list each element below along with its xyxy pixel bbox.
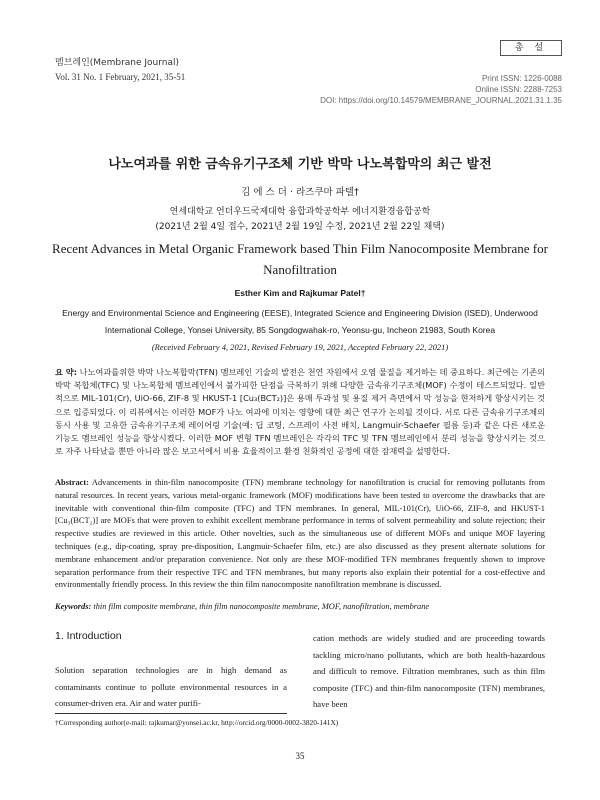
footnote: †Corresponding author(e-mail: rajkumar@yonsei.ac.kr, http://orcid.org/0000-0002-3820-141X) (55, 718, 339, 727)
korean-affiliation: 연세대학교 언더우드국제대학 융합과학공학부 에너지환경융합공학 (169, 207, 431, 217)
section-heading-introduction: 1. Introduction (55, 630, 122, 642)
doi-link[interactable]: DOI: https://doi.org/10.14579/MEMBRANE_JOURNAL.2021.31.1.35 (320, 96, 562, 105)
keywords (55, 602, 545, 611)
keywords-text: thin film composite membrane, thin film nanocomposite membrane, MOF, nanofiltration, membrane (93, 602, 430, 611)
category-badge: 총 설 (500, 40, 562, 56)
english-abstract-text: Advancements in thin-film nanocomposite (TFN) membrane technology for nanofiltration is crucial for removing pollutants from natural resources. In recent years, various metal-organic framework (MOF) modifications have been tested to overcome the drawbacks that are inevitable with conventional thin-film composite (TFC) and TFN membranes. In general, MIL-101(Cr), UiO-66, ZIF-8, and HKUST-1 [Cu₃(BCT₂)] are MOFs that were proven to exhibit excellent membrane performance in terms of solvent permeability and solute rejection; their respective studies are reviewed in this article. Other novelties, such as the simultaneous use of different MOFs and unique MOF layering techniques (e.g., dip-coating, spray pre-disposition, Langmuir-Schaefer film, etc.) are also discussed as they present alternate solutions for membrane enhancement and/or preparation convenience. Not only are these MOF-modified TFN membranes frequently shown to improve separation performance from their respective TFC and TFN membranes, but many reports also explain their potential for a cost-effective and environmentally friendly process. In this review the thin film nanocomposite nanofiltration membrane is discussed. (55, 478, 545, 590)
korean-abstract-text: 나노여과를위한 박막 나노복합막(TFN) 멤브레인 기술의 발전은 천연 자원에서 오염 물질을 제거하는 데 중요하다. 최근에는 기존의 박막 복합체(TFC) 및 나노복합체 멤브레인에서 불가피한 단점을 극복하기 위해 다양한 금속유기구조체(MOF) 수정이 테스트되었다. 일반적으로 MIL-101(Cr), UiO-66, ZIF-8 및 HKUST-1 [Cu₃(BCT₂)]은 용매 투과성 및 용질 제거 측면에서 막 성능을 현저하게 향상시키는 것으로 입증되었다. 이 리뷰에서는 이러한 MOF가 나노 여과에 미치는 영향에 대한 최근 연구가 논의될 것이다. 서로 다른 금속유기구조체의 동시 사용 및 고유한 금속유기구조체 레이어링 기술(예: 딥 코팅, 스프레이 사전 배치, Langmuir-Schaefer 필름 등)과 같은 다른 새로운 기능도 멤브레인 성능을 향상시켰다. 이러한 MOF 변형 TFN 멤브레인은 각각의 TFC 및 TFN 멤브레인에서 분리 성능을 향상시키는 것으로 자주 나타났을 뿐만 아니라 많은 보고서에서 비용 효율적이고 환경 친화적인 공정에 대한 잠재력을 설명한다. (55, 367, 545, 457)
english-title: Recent Advances in Metal Organic Framework based Thin Film Nanocomposite Membrane for Nanofiltration (52, 241, 548, 277)
english-authors: Esther Kim and Rajkumar Patel† (234, 288, 366, 298)
print-issn: Print ISSN: 1226-0088 (481, 74, 562, 83)
journal-issue: Vol. 31 No. 1 February, 2021, 35-51 (55, 72, 186, 82)
introduction-right-column: cation methods are widely studied and are proceeding towards tackling micro/nano pollutants, which are both health-hazardous and difficult to remove. Filtration membranes, such as thin film composite (TFC) and thin-film nanocomposite (TFN) membranes, have been (313, 633, 545, 709)
page-number: 35 (295, 751, 305, 761)
korean-authors: 김 에 스 더 · 라즈쿠마 파텔† (241, 187, 359, 198)
english-abstract-label: Abstract: (55, 478, 89, 487)
keywords-label: Keywords: (55, 602, 92, 611)
korean-abstract-label: 요 약: (55, 367, 77, 377)
english-dates: (Received February 4, 2021, Revised February 19, 2021, Accepted February 22, 2021) (151, 342, 449, 352)
footnote-divider (55, 713, 287, 714)
online-issn: Online ISSN: 2288-7253 (475, 85, 562, 94)
english-abstract (55, 477, 545, 592)
korean-abstract (55, 366, 545, 458)
journal-name: 멤브레인(Membrane Journal) (55, 58, 180, 68)
introduction-left-column: Solution separation technologies are in high demand as contaminants continue to pollute environmental resources in a consumer-driven era. Air and water purifi- (55, 665, 287, 708)
english-affiliation: Energy and Environmental Science and Engineering (EESE), Integrated Science and Engineering Division (ISED), Underwood International College, Yonsei University, 85 Songdogwahak-ro, Yeonsu-gu, Incheon 21983, South Korea (62, 308, 538, 335)
korean-dates: (2021년 2월 4일 접수, 2021년 2월 19일 수정, 2021년 2월 22일 채택) (155, 222, 445, 232)
korean-title: 나노여과를 위한 금속유기구조체 기반 박막 나노복합막의 최근 발전 (108, 157, 492, 172)
